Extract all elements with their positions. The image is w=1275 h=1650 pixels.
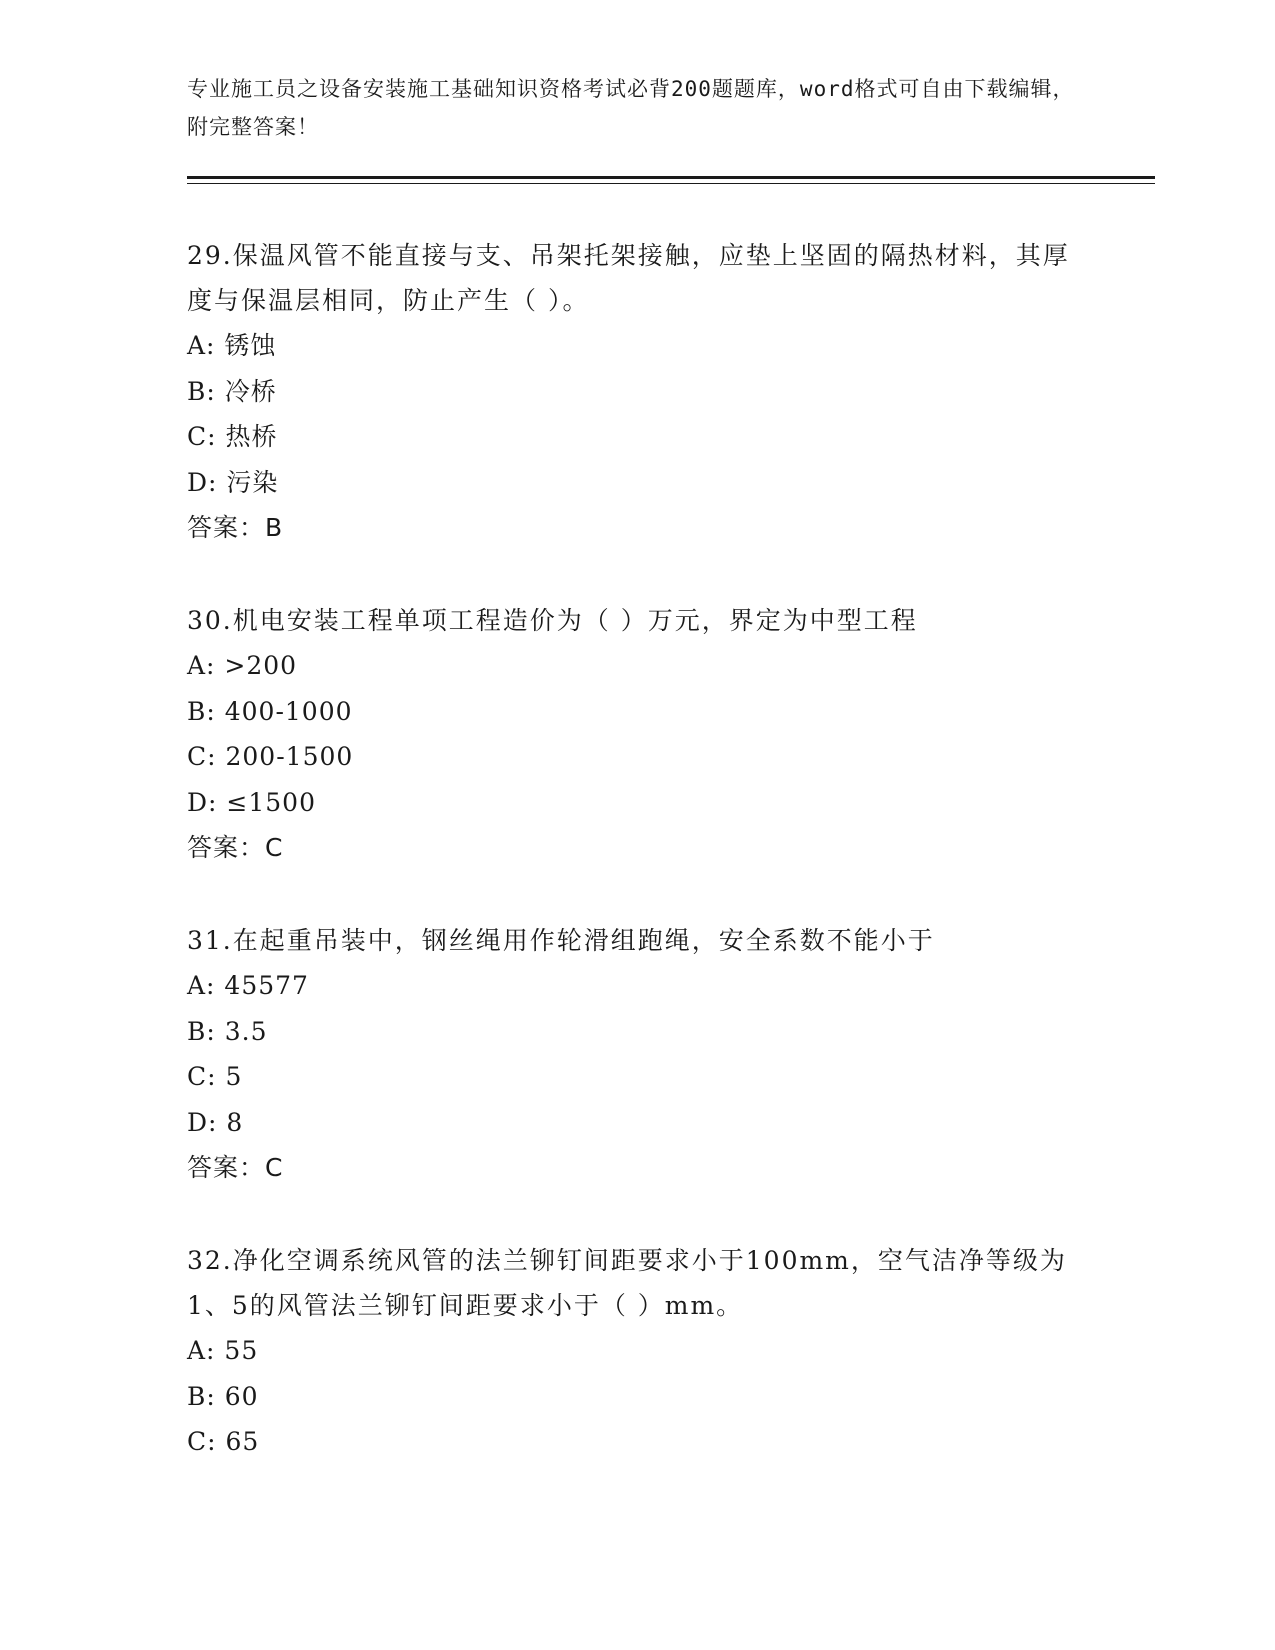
option-d: D: ≤1500 xyxy=(187,787,316,817)
question-stem: 30.机电安装工程单项工程造价为（ ）万元，界定为中型工程 xyxy=(187,606,918,635)
option-a: A: >200 xyxy=(187,651,298,680)
question-30 xyxy=(187,598,1087,870)
option-c: C: 5 xyxy=(187,1062,243,1091)
option-b: B: 60 xyxy=(187,1381,259,1411)
answer-label: 答案：B xyxy=(187,513,284,542)
option-c: C: 热桥 xyxy=(187,422,278,451)
document-header: 专业施工员之设备安装施工基础知识资格考试必背200题题库，word格式可自由下载编辑，附完整答案！ xyxy=(187,77,1075,139)
option-c: C: 200-1500 xyxy=(187,742,354,771)
answer-label: 答案：C xyxy=(187,833,284,862)
question-stem: 29.保温风管不能直接与支、吊架托架接触，应垫上坚固的隔热材料，其厚度与保温层相同，防止产生（ ）。 xyxy=(187,241,1070,315)
header-rule-thin xyxy=(187,183,1155,184)
question-stem: 32.净化空调系统风管的法兰铆钉间距要求小于100mm，空气洁净等级为1、5的风管法兰铆钉间距要求小于（ ）mm。 xyxy=(187,1246,1067,1320)
question-list xyxy=(187,233,1087,1513)
header-rule-thick xyxy=(187,176,1155,179)
option-d: D: 污染 xyxy=(187,467,279,497)
option-d: D: 8 xyxy=(187,1107,244,1137)
question-stem: 31.在起重吊装中，钢丝绳用作轮滑组跑绳，安全系数不能小于 xyxy=(187,926,935,955)
question-29 xyxy=(187,233,1087,550)
option-c: C: 65 xyxy=(187,1427,260,1456)
option-b: B: 3.5 xyxy=(187,1016,268,1046)
answer-label: 答案：C xyxy=(187,1153,284,1182)
option-b: B: 400-1000 xyxy=(187,696,353,726)
option-a: A: 45577 xyxy=(187,971,309,1000)
question-32 xyxy=(187,1238,1087,1465)
option-b: B: 冷桥 xyxy=(187,376,277,406)
option-a: A: 锈蚀 xyxy=(187,331,277,360)
option-a: A: 55 xyxy=(187,1336,259,1365)
question-31 xyxy=(187,918,1087,1190)
